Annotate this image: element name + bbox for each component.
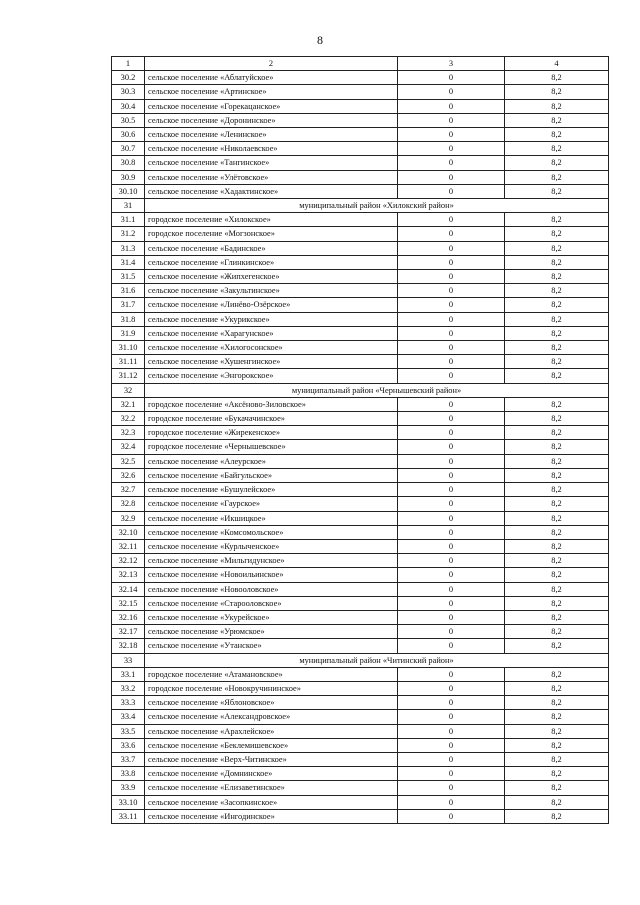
value-col-4: 8,2 [505,596,609,610]
value-col-4: 8,2 [505,454,609,468]
table-row [112,142,609,156]
settlement-name: сельское поселение «Хадактинское» [145,184,398,198]
value-col-4: 8,2 [505,610,609,624]
row-number: 32.6 [112,468,145,482]
table-row [112,596,609,610]
table-body [112,71,609,824]
value-col-3: 0 [398,525,505,539]
table-row [112,667,609,681]
value-col-3: 0 [398,681,505,695]
value-col-4: 8,2 [505,667,609,681]
table-row [112,255,609,269]
row-number: 32.11 [112,539,145,553]
settlement-name: сельское поселение «Харагунское» [145,326,398,340]
value-col-3: 0 [398,156,505,170]
settlement-name: сельское поселение «Энгорокское» [145,369,398,383]
row-number: 31 [112,199,145,213]
row-number: 32.9 [112,511,145,525]
row-number: 32.5 [112,454,145,468]
value-col-4: 8,2 [505,113,609,127]
settlement-name: сельское поселение «Урюмское» [145,625,398,639]
row-number: 33.5 [112,724,145,738]
value-col-3: 0 [398,539,505,553]
row-number: 33.7 [112,752,145,766]
settlement-name: сельское поселение «Улётовское» [145,170,398,184]
value-col-4: 8,2 [505,710,609,724]
row-number: 33.9 [112,781,145,795]
value-col-4: 8,2 [505,255,609,269]
value-col-4: 8,2 [505,227,609,241]
table-row [112,681,609,695]
value-col-4: 8,2 [505,568,609,582]
table-row [112,696,609,710]
settlement-name: сельское поселение «Закультинское» [145,284,398,298]
row-number: 32.13 [112,568,145,582]
settlement-name: сельское поселение «Байгульское» [145,468,398,482]
settlement-name: сельское поселение «Александровское» [145,710,398,724]
table-row [112,454,609,468]
district-name: муниципальный район «Читинский район» [145,653,609,667]
value-col-4: 8,2 [505,184,609,198]
value-col-3: 0 [398,454,505,468]
table-row [112,170,609,184]
value-col-4: 8,2 [505,468,609,482]
settlement-name: сельское поселение «Засопкинское» [145,795,398,809]
value-col-3: 0 [398,639,505,653]
settlement-name: городское поселение «Аксёново-Зиловское» [145,397,398,411]
settlement-name: сельское поселение «Верх-Читинское» [145,752,398,766]
value-col-4: 8,2 [505,724,609,738]
value-col-3: 0 [398,184,505,198]
value-col-3: 0 [398,483,505,497]
row-number: 32.14 [112,582,145,596]
row-number: 32.4 [112,440,145,454]
row-number: 31.4 [112,255,145,269]
row-number: 32.2 [112,412,145,426]
value-col-3: 0 [398,397,505,411]
column-header: 1 [112,57,145,71]
settlement-name: сельское поселение «Укурикское» [145,312,398,326]
row-number: 33 [112,653,145,667]
row-number: 32.3 [112,426,145,440]
settlement-name: сельское поселение «Хилогосонское» [145,341,398,355]
value-col-4: 8,2 [505,752,609,766]
row-number: 30.9 [112,170,145,184]
settlement-name: городское поселение «Чернышевское» [145,440,398,454]
settlement-name: сельское поселение «Доронинское» [145,113,398,127]
page-number: 8 [317,33,323,47]
table-row [112,355,609,369]
table-row [112,227,609,241]
value-col-3: 0 [398,468,505,482]
value-col-3: 0 [398,809,505,823]
value-col-3: 0 [398,625,505,639]
value-col-3: 0 [398,85,505,99]
row-number: 30.4 [112,99,145,113]
table-row [112,71,609,85]
table-row [112,610,609,624]
row-number: 30.10 [112,184,145,198]
row-number: 32.7 [112,483,145,497]
settlement-name: сельское поселение «Мильгидунское» [145,554,398,568]
value-col-4: 8,2 [505,213,609,227]
settlement-name: городское поселение «Букачачинское» [145,412,398,426]
value-col-4: 8,2 [505,412,609,426]
value-col-4: 8,2 [505,71,609,85]
row-number: 30.3 [112,85,145,99]
value-col-3: 0 [398,369,505,383]
row-number: 33.10 [112,795,145,809]
value-col-3: 0 [398,426,505,440]
value-col-3: 0 [398,724,505,738]
value-col-4: 8,2 [505,767,609,781]
settlement-name: сельское поселение «Линёво-Озёрское» [145,298,398,312]
settlement-name: сельское поселение «Яблоновское» [145,696,398,710]
table-row [112,795,609,809]
value-col-4: 8,2 [505,511,609,525]
value-col-4: 8,2 [505,497,609,511]
table-row [112,468,609,482]
value-col-3: 0 [398,284,505,298]
value-col-4: 8,2 [505,355,609,369]
row-number: 32.16 [112,610,145,624]
value-col-3: 0 [398,795,505,809]
row-number: 33.6 [112,738,145,752]
value-col-4: 8,2 [505,795,609,809]
value-col-3: 0 [398,610,505,624]
value-col-4: 8,2 [505,539,609,553]
value-col-4: 8,2 [505,170,609,184]
row-number: 31.11 [112,355,145,369]
settlements-table [111,56,609,824]
settlement-name: сельское поселение «Арахлейское» [145,724,398,738]
value-col-3: 0 [398,582,505,596]
value-col-4: 8,2 [505,397,609,411]
row-number: 33.8 [112,767,145,781]
table-row [112,483,609,497]
settlement-name: сельское поселение «Артинское» [145,85,398,99]
table-row [112,809,609,823]
value-col-4: 8,2 [505,326,609,340]
row-number: 30.6 [112,128,145,142]
row-number: 32.17 [112,625,145,639]
row-number: 32.12 [112,554,145,568]
value-col-3: 0 [398,752,505,766]
row-number: 31.8 [112,312,145,326]
table-row [112,426,609,440]
value-col-3: 0 [398,128,505,142]
settlement-name: сельское поселение «Укурейское» [145,610,398,624]
table-row [112,213,609,227]
value-col-4: 8,2 [505,582,609,596]
settlement-name: сельское поселение «Глинкинское» [145,255,398,269]
table-row [112,184,609,198]
table-row [112,99,609,113]
settlement-name: сельское поселение «Ленинское» [145,128,398,142]
column-header: 3 [398,57,505,71]
settlement-name: сельское поселение «Старооловское» [145,596,398,610]
value-col-4: 8,2 [505,639,609,653]
table-row [112,497,609,511]
row-number: 30.2 [112,71,145,85]
row-number: 32.15 [112,596,145,610]
value-col-3: 0 [398,142,505,156]
table-row [112,397,609,411]
value-col-3: 0 [398,355,505,369]
value-col-3: 0 [398,213,505,227]
row-number: 33.3 [112,696,145,710]
table-row [112,128,609,142]
row-number: 33.11 [112,809,145,823]
row-number: 31.5 [112,270,145,284]
value-col-3: 0 [398,511,505,525]
table-row [112,298,609,312]
table-row [112,525,609,539]
value-col-4: 8,2 [505,625,609,639]
value-col-3: 0 [398,270,505,284]
settlement-name: городское поселение «Новокручининское» [145,681,398,695]
settlement-name: сельское поселение «Комсомольское» [145,525,398,539]
settlement-name: сельское поселение «Тангинское» [145,156,398,170]
row-number: 32 [112,383,145,397]
settlement-name: сельское поселение «Елизаветинское» [145,781,398,795]
value-col-4: 8,2 [505,809,609,823]
table-row [112,369,609,383]
table-row [112,270,609,284]
settlement-name: сельское поселение «Домнинское» [145,767,398,781]
settlement-name: городское поселение «Жирекенское» [145,426,398,440]
value-col-3: 0 [398,312,505,326]
settlement-name: городское поселение «Атамановское» [145,667,398,681]
value-col-4: 8,2 [505,781,609,795]
settlement-name: сельское поселение «Алеурское» [145,454,398,468]
row-number: 31.1 [112,213,145,227]
value-col-4: 8,2 [505,270,609,284]
table-row [112,710,609,724]
table-row [112,284,609,298]
table-row [112,341,609,355]
value-col-4: 8,2 [505,369,609,383]
table-row [112,539,609,553]
row-number: 32.1 [112,397,145,411]
row-number: 33.1 [112,667,145,681]
value-col-3: 0 [398,341,505,355]
table-row [112,738,609,752]
settlement-name: сельское поселение «Жипхегенское» [145,270,398,284]
value-col-3: 0 [398,227,505,241]
table-row [112,781,609,795]
value-col-3: 0 [398,298,505,312]
table-row [112,752,609,766]
settlement-name: сельское поселение «Беклемишевское» [145,738,398,752]
value-col-4: 8,2 [505,241,609,255]
value-col-4: 8,2 [505,99,609,113]
table-header-row [112,57,609,71]
row-number: 31.3 [112,241,145,255]
value-col-4: 8,2 [505,554,609,568]
value-col-4: 8,2 [505,681,609,695]
value-col-3: 0 [398,412,505,426]
settlement-name: сельское поселение «Курлыченское» [145,539,398,553]
row-number: 30.8 [112,156,145,170]
row-number: 31.12 [112,369,145,383]
table-row [112,568,609,582]
value-col-3: 0 [398,71,505,85]
value-col-3: 0 [398,554,505,568]
table-row [112,85,609,99]
column-header: 4 [505,57,609,71]
district-group-row [112,383,609,397]
settlement-name: сельское поселение «Ингодинское» [145,809,398,823]
value-col-4: 8,2 [505,426,609,440]
row-number: 32.8 [112,497,145,511]
settlement-name: сельское поселение «Бадинское» [145,241,398,255]
table-row [112,156,609,170]
value-col-4: 8,2 [505,128,609,142]
value-col-4: 8,2 [505,85,609,99]
table-row [112,326,609,340]
row-number: 30.7 [112,142,145,156]
settlement-name: сельское поселение «Бушулейское» [145,483,398,497]
row-number: 31.6 [112,284,145,298]
value-col-4: 8,2 [505,284,609,298]
value-col-3: 0 [398,255,505,269]
column-header: 2 [145,57,398,71]
row-number: 30.5 [112,113,145,127]
value-col-4: 8,2 [505,142,609,156]
table-row [112,440,609,454]
value-col-3: 0 [398,738,505,752]
row-number: 32.10 [112,525,145,539]
settlement-name: городское поселение «Могзонское» [145,227,398,241]
table-row [112,724,609,738]
table-row [112,511,609,525]
settlement-name: сельское поселение «Утанское» [145,639,398,653]
district-group-row [112,199,609,213]
value-col-3: 0 [398,710,505,724]
table-row [112,241,609,255]
value-col-4: 8,2 [505,738,609,752]
district-name: муниципальный район «Чернышевский район» [145,383,609,397]
settlement-name: сельское поселение «Икшицкое» [145,511,398,525]
row-number: 31.9 [112,326,145,340]
row-number: 31.2 [112,227,145,241]
value-col-3: 0 [398,667,505,681]
table-row [112,312,609,326]
value-col-4: 8,2 [505,156,609,170]
table-row [112,412,609,426]
table-row [112,554,609,568]
row-number: 32.18 [112,639,145,653]
value-col-3: 0 [398,326,505,340]
district-name: муниципальный район «Хилокский район» [145,199,609,213]
value-col-4: 8,2 [505,483,609,497]
value-col-3: 0 [398,596,505,610]
table-row [112,639,609,653]
value-col-3: 0 [398,113,505,127]
row-number: 31.10 [112,341,145,355]
settlement-name: сельское поселение «Гаурское» [145,497,398,511]
value-col-3: 0 [398,767,505,781]
value-col-3: 0 [398,497,505,511]
settlement-name: сельское поселение «Горекацанское» [145,99,398,113]
value-col-4: 8,2 [505,696,609,710]
settlement-name: сельское поселение «Новооловское» [145,582,398,596]
table-row [112,625,609,639]
row-number: 33.2 [112,681,145,695]
settlement-name: сельское поселение «Новоильинское» [145,568,398,582]
settlement-name: сельское поселение «Аблатуйское» [145,71,398,85]
value-col-4: 8,2 [505,298,609,312]
table-row [112,582,609,596]
row-number: 33.4 [112,710,145,724]
value-col-4: 8,2 [505,341,609,355]
value-col-4: 8,2 [505,312,609,326]
value-col-4: 8,2 [505,525,609,539]
value-col-3: 0 [398,568,505,582]
value-col-4: 8,2 [505,440,609,454]
value-col-3: 0 [398,781,505,795]
settlement-name: городское поселение «Хилокское» [145,213,398,227]
value-col-3: 0 [398,696,505,710]
value-col-3: 0 [398,440,505,454]
row-number: 31.7 [112,298,145,312]
table-row [112,767,609,781]
settlement-name: сельское поселение «Николаевское» [145,142,398,156]
table-row [112,113,609,127]
district-group-row [112,653,609,667]
value-col-3: 0 [398,241,505,255]
value-col-3: 0 [398,99,505,113]
value-col-3: 0 [398,170,505,184]
settlement-name: сельское поселение «Хушенгинское» [145,355,398,369]
